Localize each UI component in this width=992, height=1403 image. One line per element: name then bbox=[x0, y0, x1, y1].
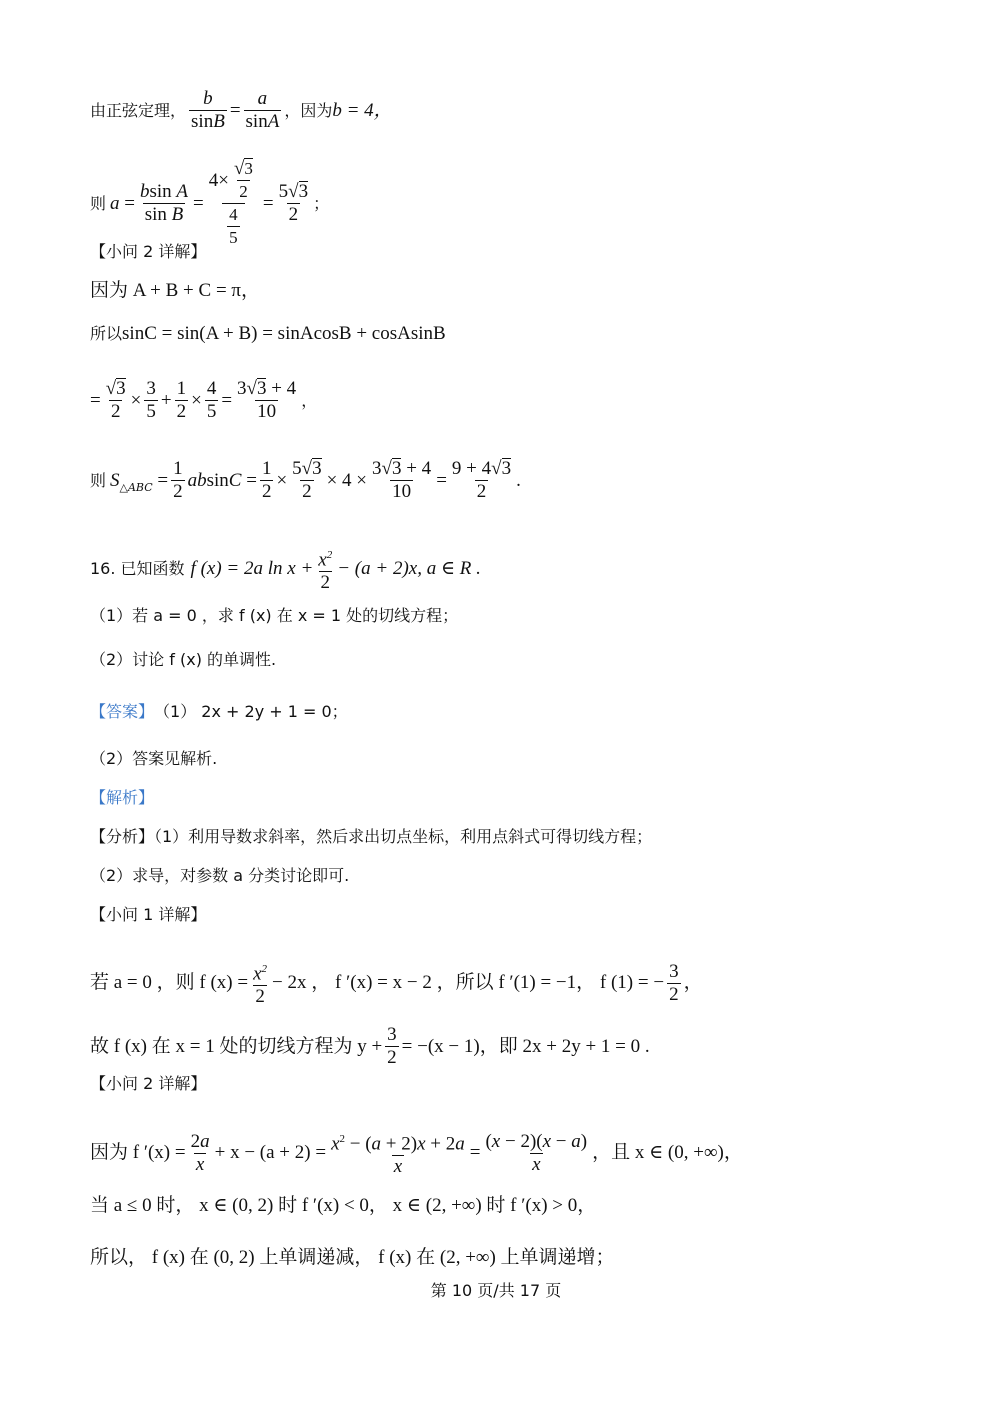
question-16: 16. 已知函数 f (x) = 2a ln x + $\frac{x^2}{2}$ − (a + 2)x, a ∈ R . bbox=[90, 549, 481, 594]
solve-a-line: 则 a = $\frac{\text{bsin A}}{\text{sin B}}$ = 4× √ 3 2 $\frac{4}{5}$ = 5 √ 3 2 ； bbox=[90, 158, 330, 247]
analysis-tag: 【解析】 bbox=[90, 788, 155, 807]
math-text: f (x) = 2a ln x + bbox=[190, 558, 314, 580]
math-text: sinC = sin(A + B) = sinAcosB + cosAsinB bbox=[122, 323, 446, 344]
part-2: （2）讨论 f (x) 的单调性. bbox=[90, 650, 277, 669]
text: ； bbox=[313, 193, 330, 213]
math-text: b = 4， bbox=[332, 99, 393, 121]
math-text: ，且 x ∈ (0, +∞)， bbox=[592, 1142, 743, 1164]
solution-1-line1: 若 a = 0 ，则 f (x) = $\frac{x^2}{2}$ − 2x ， f ′(x) = x − 2 ，所以 f ′(1) = −1， f (1) = − $\frac{3}{2}$ ， bbox=[90, 960, 703, 1008]
math-text: + x − (a + 2) = bbox=[214, 1142, 327, 1164]
text: ， bbox=[301, 390, 318, 410]
sinC-value-line: = √ 3 2 × $\frac{3}{5}$ + $\frac{1}{2}$ × $\frac{4}{5}$ = 3 √ 3 + 4 10 ， bbox=[90, 378, 318, 422]
text: 则 bbox=[90, 470, 107, 490]
derivative-line: 因为 f ′(x) = $\frac{2a}{x}$ + x − (a + 2) = $\frac{x^2 - (a + 2)x + 2a}{x}$ = $\frac{(x - 2)(x - a)}{x}$ ，且 x ∈ (0, +∞)， bbox=[90, 1130, 743, 1178]
math-text: = −(x − 1)，即 2x + 2y + 1 = 0 . bbox=[401, 1035, 650, 1057]
question-number: 16. 已知函数 bbox=[90, 559, 185, 579]
text: 所以 bbox=[90, 324, 123, 343]
text: . bbox=[516, 469, 521, 491]
page-footer: 第 10 页/共 17 页 bbox=[430, 1281, 562, 1300]
math-text: = bbox=[469, 1142, 481, 1164]
math-text: 若 a = 0 ，则 f (x) = bbox=[90, 972, 249, 994]
math-text: − (a + 2)x, a ∈ R . bbox=[337, 558, 481, 580]
answer-line bbox=[90, 700, 348, 724]
answer-tag: 【答案】 bbox=[90, 702, 155, 721]
sinC-line bbox=[90, 322, 446, 346]
sine-law-line: 由正弦定理， $\frac{b}{\sin B}$ = $\frac{a}{\sin A}$ ，因为 b = 4， bbox=[90, 88, 393, 132]
analysis-1: 【分析】（1）利用导数求斜率，然后求出切点坐标，利用点斜式可得切线方程； bbox=[90, 827, 653, 846]
monotonic-conclusion: 所以， f (x) 在 (0, 2) 上单调递减， f (x) 在 (2, +∞) 上单调递增； bbox=[90, 1247, 615, 1268]
heading-sub2-b: 【小问 2 详解】 bbox=[90, 1074, 207, 1093]
math-text: 故 f (x) 在 x = 1 处的切线方程为 y + bbox=[90, 1035, 383, 1057]
math-text: − 2x ， f ′(x) = x − 2 ，所以 f ′(1) = −1， f (1) = − bbox=[272, 972, 665, 994]
area-line: 则 S △ABC = $\frac{1}{2}$ absinC = $\frac{1}{2}$ × 5 √ 3 2 × 4 × 3 √ 3 + 4 10 = 9 + 4 √ 3 2 . bbox=[90, 458, 521, 502]
fraction-5sqrt3-2: 5 √ 3 2 bbox=[278, 181, 309, 225]
fraction-bsinA-sinB: $\frac{\text{bsin A}}{\text{sin B}}$ bbox=[139, 181, 189, 225]
analysis-2: （2）求导，对参数 a 分类讨论即可. bbox=[90, 866, 350, 885]
heading-sub1: 【小问 1 详解】 bbox=[90, 905, 207, 924]
answer-1: （1） 2x + 2y + 1 = 0； bbox=[154, 702, 348, 721]
heading-sub2: 【小问 2 详解】 bbox=[90, 242, 207, 261]
math-text: 因为 f ′(x) = bbox=[90, 1142, 186, 1164]
complex-fraction: 4× √ 3 2 $\frac{4}{5}$ bbox=[208, 158, 253, 247]
part-1: （1）若 a = 0 ，求 f (x) 在 x = 1 处的切线方程； bbox=[90, 606, 459, 625]
angle-sum-line: 因为 A + B + C = π， bbox=[90, 280, 261, 301]
text: ， bbox=[683, 972, 703, 994]
fraction-b-over-sinB: $\frac{b}{\sin B}$ bbox=[191, 88, 225, 132]
case-a-le-0: 当 a ≤ 0 时， x ∈ (0, 2) 时 f ′(x) < 0， x ∈ (2, +∞) 时 f ′(x) > 0， bbox=[90, 1195, 597, 1216]
fraction-a-over-sinA: $\frac{a}{\sin A}$ bbox=[245, 88, 280, 132]
answer-2: （2）答案见解析. bbox=[90, 749, 218, 768]
solution-1-line2: 故 f (x) 在 x = 1 处的切线方程为 y + $\frac{3}{2}$ = −(x − 1)，即 2x + 2y + 1 = 0 . bbox=[90, 1024, 650, 1068]
text: 由正弦定理， bbox=[90, 100, 187, 120]
text: ，因为 bbox=[284, 100, 333, 120]
text: 则 bbox=[90, 193, 107, 213]
